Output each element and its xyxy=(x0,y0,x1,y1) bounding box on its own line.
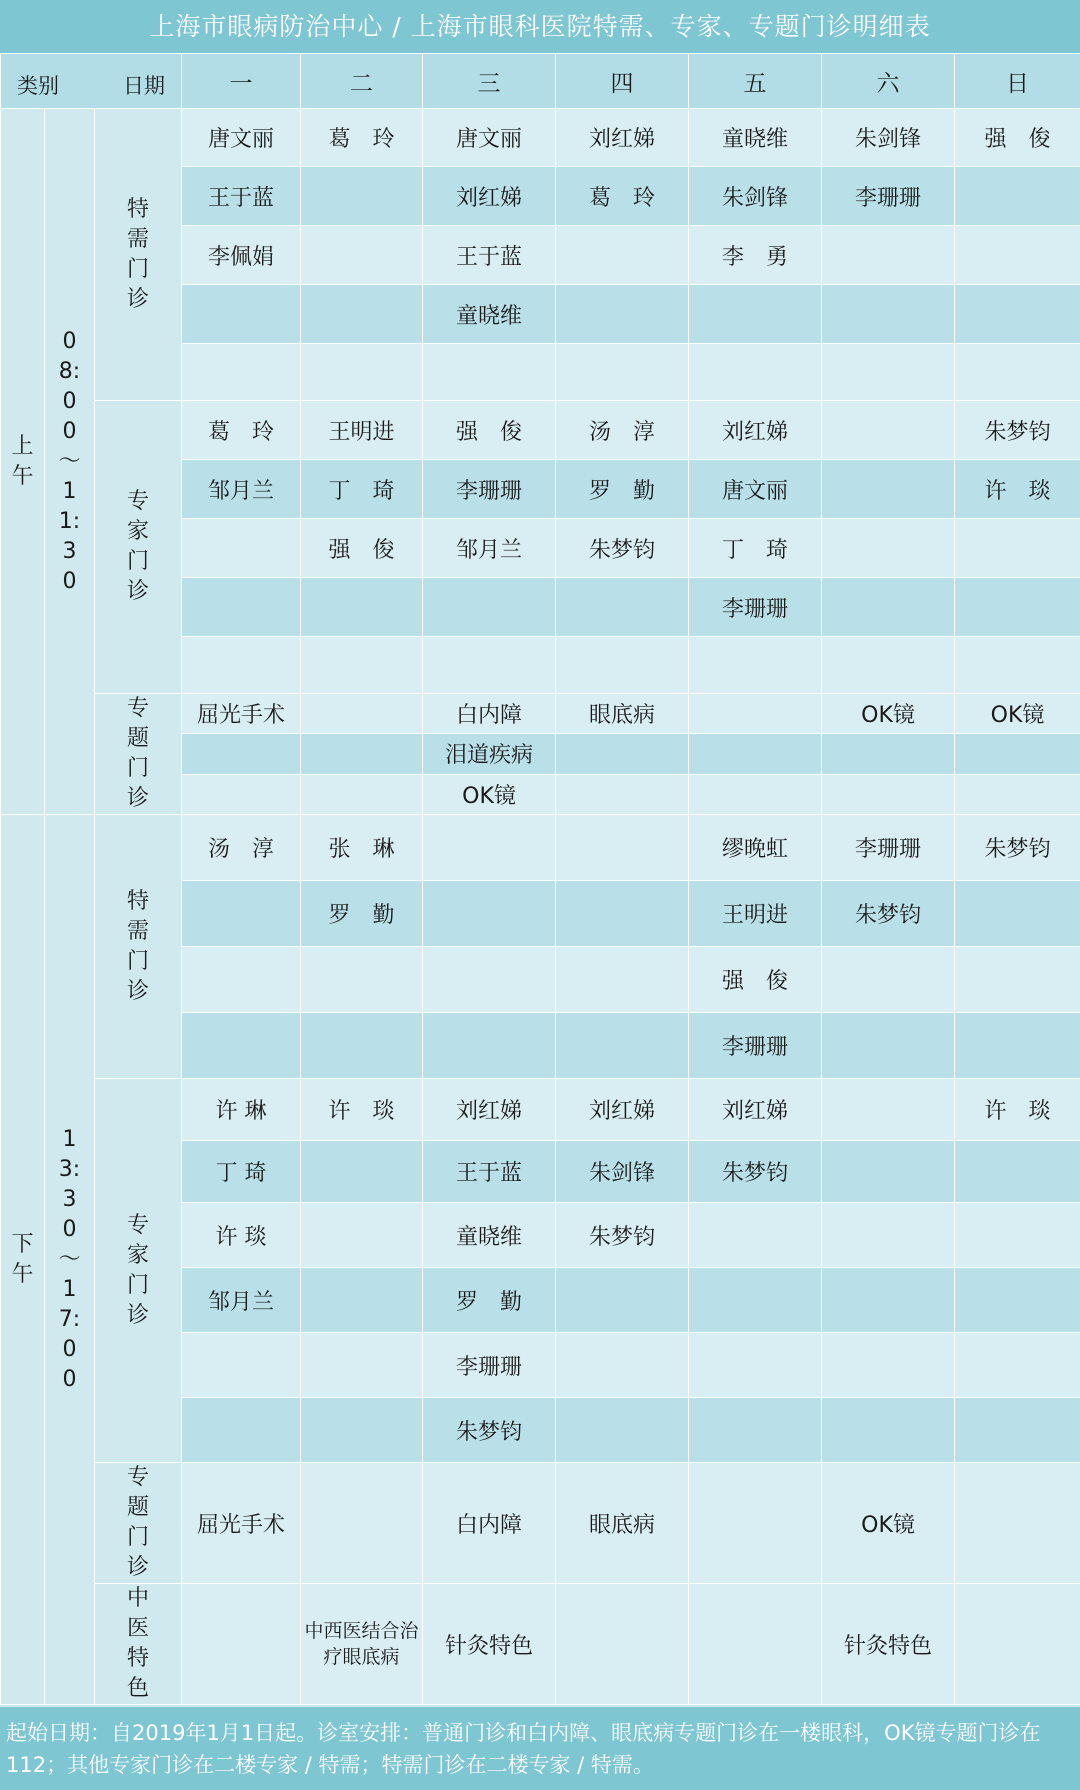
schedule-cell: 李珊珊 xyxy=(423,1333,556,1398)
schedule-cell: 童晓维 xyxy=(423,1203,556,1268)
schedule-cell xyxy=(301,285,423,344)
header-day: 四 xyxy=(556,54,689,109)
time-range: 13:30～17:00 xyxy=(58,1126,81,1392)
schedule-cell: 童晓维 xyxy=(689,109,822,167)
schedule-cell: 邹月兰 xyxy=(182,460,301,519)
schedule-cell xyxy=(556,344,689,401)
schedule-cell: 李珊珊 xyxy=(689,578,822,637)
schedule-cell xyxy=(822,460,955,519)
header-day: 五 xyxy=(689,54,822,109)
schedule-cell xyxy=(955,947,1080,1013)
schedule-cell xyxy=(955,637,1080,694)
schedule-cell xyxy=(822,1141,955,1203)
schedule-cell xyxy=(955,167,1080,226)
schedule-cell xyxy=(182,1398,301,1463)
schedule-cell xyxy=(689,774,822,814)
schedule-cell: 邹月兰 xyxy=(423,519,556,578)
schedule-cell: 李佩娟 xyxy=(182,226,301,285)
section-label-cell xyxy=(95,694,182,815)
schedule-cell xyxy=(423,815,556,881)
schedule-cell: 许 琰 xyxy=(955,1079,1080,1141)
schedule-cell xyxy=(822,519,955,578)
schedule-cell xyxy=(822,1268,955,1333)
schedule-cell: 葛 玲 xyxy=(182,401,301,460)
schedule-cell xyxy=(182,519,301,578)
schedule-cell xyxy=(689,1268,822,1333)
section-label: 中医特色 xyxy=(126,1586,149,1701)
schedule-cell: 朱剑锋 xyxy=(822,109,955,167)
schedule-cell: 强 俊 xyxy=(955,109,1080,167)
schedule-cell xyxy=(689,734,822,774)
schedule-cell: 邹月兰 xyxy=(182,1268,301,1333)
table-row xyxy=(1,694,1080,734)
table-row xyxy=(1,1584,1080,1705)
schedule-cell xyxy=(556,637,689,694)
time-cell xyxy=(45,815,95,1705)
schedule-cell xyxy=(182,578,301,637)
schedule-cell: 刘红娣 xyxy=(689,1079,822,1141)
schedule-cell: 朱梦钧 xyxy=(556,519,689,578)
schedule-cell xyxy=(955,578,1080,637)
schedule-cell: 朱剑锋 xyxy=(556,1141,689,1203)
schedule-cell: 泪道疾病 xyxy=(423,734,556,774)
schedule-cell xyxy=(301,774,423,814)
schedule-cell: 白内障 xyxy=(423,694,556,734)
schedule-cell: 针灸特色 xyxy=(423,1584,556,1705)
schedule-cell: 童晓维 xyxy=(423,285,556,344)
schedule-cell xyxy=(689,1203,822,1268)
schedule-cell xyxy=(182,774,301,814)
schedule-cell xyxy=(689,344,822,401)
schedule-cell xyxy=(822,947,955,1013)
time-range: 08:00～11:30 xyxy=(58,328,81,594)
schedule-cell xyxy=(301,947,423,1013)
period-cell xyxy=(1,109,45,815)
schedule-cell: 刘红娣 xyxy=(689,401,822,460)
section-label: 特需门诊 xyxy=(126,196,149,312)
schedule-cell xyxy=(301,734,423,774)
period-cell xyxy=(1,815,45,1705)
schedule-cell xyxy=(822,344,955,401)
schedule-cell: 丁 琦 xyxy=(301,460,423,519)
schedule-cell xyxy=(182,1584,301,1705)
schedule-cell: 王明进 xyxy=(689,881,822,947)
schedule-cell xyxy=(955,285,1080,344)
schedule-cell xyxy=(689,1333,822,1398)
schedule-cell: 张 琳 xyxy=(301,815,423,881)
schedule-cell xyxy=(556,1333,689,1398)
schedule-cell xyxy=(182,637,301,694)
schedule-cell: 朱梦钧 xyxy=(955,401,1080,460)
schedule-cell xyxy=(182,1333,301,1398)
schedule-cell xyxy=(301,344,423,401)
schedule-cell xyxy=(955,1203,1080,1268)
schedule-cell xyxy=(423,344,556,401)
section-label-cell xyxy=(95,1584,182,1705)
schedule-cell xyxy=(182,734,301,774)
schedule-table xyxy=(0,53,1080,1705)
schedule-cell xyxy=(301,1141,423,1203)
schedule-cell xyxy=(556,1268,689,1333)
header-row xyxy=(1,54,1080,109)
schedule-cell xyxy=(689,1398,822,1463)
schedule-cell xyxy=(822,1333,955,1398)
schedule-cell: 屈光手术 xyxy=(182,694,301,734)
schedule-cell: 汤 淳 xyxy=(556,401,689,460)
schedule-cell: 李 勇 xyxy=(689,226,822,285)
schedule-cell xyxy=(301,167,423,226)
schedule-cell xyxy=(689,694,822,734)
schedule-cell xyxy=(556,285,689,344)
section-label-cell xyxy=(95,1079,182,1463)
schedule-cell: 葛 玲 xyxy=(556,167,689,226)
section-label: 特需门诊 xyxy=(126,888,149,1004)
schedule-cell xyxy=(556,774,689,814)
table-row xyxy=(1,401,1080,460)
schedule-cell xyxy=(423,578,556,637)
schedule-cell xyxy=(955,226,1080,285)
table-row xyxy=(1,815,1080,881)
header-day: 六 xyxy=(822,54,955,109)
schedule-cell xyxy=(556,734,689,774)
schedule-cell xyxy=(822,734,955,774)
header-date: 日期 xyxy=(123,74,166,98)
schedule-cell xyxy=(301,637,423,694)
schedule-cell: 强 俊 xyxy=(689,947,822,1013)
schedule-cell xyxy=(556,947,689,1013)
schedule-cell: 丁 琦 xyxy=(689,519,822,578)
schedule-cell: OK镜 xyxy=(423,774,556,814)
schedule-cell: 白内障 xyxy=(423,1463,556,1584)
period-label: 上午 xyxy=(11,433,34,489)
table-row xyxy=(1,1079,1080,1141)
schedule-cell: OK镜 xyxy=(822,694,955,734)
schedule-cell: 许 琰 xyxy=(182,1203,301,1268)
section-label: 专题门诊 xyxy=(126,1465,149,1580)
schedule-cell: 唐文丽 xyxy=(182,109,301,167)
header-day: 三 xyxy=(423,54,556,109)
schedule-cell: 唐文丽 xyxy=(423,109,556,167)
schedule-cell: 李珊珊 xyxy=(822,815,955,881)
schedule-cell xyxy=(955,1268,1080,1333)
schedule-cell: 汤 淳 xyxy=(182,815,301,881)
schedule-cell xyxy=(822,226,955,285)
schedule-cell: 许 琰 xyxy=(955,460,1080,519)
schedule-cell xyxy=(822,637,955,694)
schedule-cell: 眼底病 xyxy=(556,1463,689,1584)
table-row xyxy=(1,1463,1080,1584)
schedule-cell xyxy=(955,1398,1080,1463)
schedule-cell xyxy=(423,1013,556,1079)
schedule-cell: 王明进 xyxy=(301,401,423,460)
schedule-cell xyxy=(689,1584,822,1705)
schedule-cell xyxy=(182,881,301,947)
schedule-cell: 丁 琦 xyxy=(182,1141,301,1203)
schedule-cell xyxy=(955,774,1080,814)
section-label: 专家门诊 xyxy=(126,1212,149,1328)
schedule-cell: 刘红娣 xyxy=(423,1079,556,1141)
schedule-cell xyxy=(182,285,301,344)
schedule-cell: 朱梦钧 xyxy=(689,1141,822,1203)
schedule-cell xyxy=(955,1141,1080,1203)
section-label-cell xyxy=(95,815,182,1079)
schedule-cell: 眼底病 xyxy=(556,694,689,734)
schedule-cell xyxy=(955,519,1080,578)
schedule-cell xyxy=(182,947,301,1013)
schedule-cell: 罗 勤 xyxy=(301,881,423,947)
schedule-cell: 王于蓝 xyxy=(423,226,556,285)
schedule-cell: 许 琰 xyxy=(301,1079,423,1141)
schedule-cell: 李珊珊 xyxy=(689,1013,822,1079)
schedule-cell xyxy=(301,1463,423,1584)
schedule-cell: 罗 勤 xyxy=(423,1268,556,1333)
schedule-cell xyxy=(556,226,689,285)
schedule-cell xyxy=(822,1079,955,1141)
schedule-cell xyxy=(689,637,822,694)
schedule-cell xyxy=(955,734,1080,774)
schedule-cell: 王于蓝 xyxy=(182,167,301,226)
section-label-cell xyxy=(95,109,182,401)
schedule-cell xyxy=(955,344,1080,401)
schedule-cell: OK镜 xyxy=(822,1463,955,1584)
schedule-cell xyxy=(301,1203,423,1268)
schedule-cell xyxy=(301,1333,423,1398)
schedule-cell xyxy=(556,1584,689,1705)
schedule-cell xyxy=(822,401,955,460)
schedule-cell xyxy=(955,1333,1080,1398)
schedule-cell xyxy=(423,947,556,1013)
page-title: 上海市眼病防治中心 / 上海市眼科医院特需、专家、专题门诊明细表 xyxy=(0,0,1080,53)
schedule-cell: 屈光手术 xyxy=(182,1463,301,1584)
schedule-cell xyxy=(301,1268,423,1333)
schedule-cell xyxy=(556,578,689,637)
schedule-cell: 李珊珊 xyxy=(822,167,955,226)
schedule-cell: 王于蓝 xyxy=(423,1141,556,1203)
schedule-cell: 朱剑锋 xyxy=(689,167,822,226)
schedule-cell xyxy=(689,1463,822,1584)
table-row xyxy=(1,109,1080,167)
section-label-cell xyxy=(95,1463,182,1584)
section-label: 专题门诊 xyxy=(126,696,149,811)
header-corner xyxy=(1,54,182,109)
schedule-cell xyxy=(423,637,556,694)
schedule-cell xyxy=(301,1398,423,1463)
header-day: 日 xyxy=(955,54,1080,109)
schedule-cell xyxy=(822,285,955,344)
schedule-cell: 针灸特色 xyxy=(822,1584,955,1705)
time-cell xyxy=(45,109,95,815)
header-day: 二 xyxy=(301,54,423,109)
schedule-cell: 中西医结合治疗眼底病 xyxy=(301,1584,423,1705)
period-label: 下午 xyxy=(11,1231,34,1287)
section-label: 专家门诊 xyxy=(126,489,149,604)
schedule-cell xyxy=(822,774,955,814)
schedule-cell: 李珊珊 xyxy=(423,460,556,519)
schedule-cell: 强 俊 xyxy=(423,401,556,460)
schedule-cell: 刘红娣 xyxy=(556,1079,689,1141)
schedule-cell: 朱梦钧 xyxy=(955,815,1080,881)
schedule-cell xyxy=(556,1398,689,1463)
schedule-cell xyxy=(822,1398,955,1463)
schedule-cell xyxy=(556,815,689,881)
header-category: 类别 xyxy=(17,74,59,98)
schedule-cell: 罗 勤 xyxy=(556,460,689,519)
header-day: 一 xyxy=(182,54,301,109)
schedule-cell xyxy=(556,881,689,947)
schedule-cell: 刘红娣 xyxy=(556,109,689,167)
schedule-cell xyxy=(955,1463,1080,1584)
schedule-cell xyxy=(822,1203,955,1268)
schedule-cell: 强 俊 xyxy=(301,519,423,578)
footer-note: 起始日期：自2019年1月1日起。诊室安排：普通门诊和白内障、眼底病专题门诊在一楼眼科，OK镜专题门诊在112；其他专家门诊在二楼专家 / 特需；特需门诊在二楼专家 / 特需。 xyxy=(0,1707,1080,1790)
schedule-cell: 唐文丽 xyxy=(689,460,822,519)
schedule-cell xyxy=(822,578,955,637)
schedule-cell: OK镜 xyxy=(955,694,1080,734)
schedule-cell: 缪晚虹 xyxy=(689,815,822,881)
schedule-cell xyxy=(301,694,423,734)
schedule-cell: 朱梦钧 xyxy=(556,1203,689,1268)
schedule-cell xyxy=(556,1013,689,1079)
section-label-cell xyxy=(95,401,182,694)
schedule-cell xyxy=(301,226,423,285)
schedule-cell xyxy=(689,285,822,344)
schedule-cell xyxy=(301,578,423,637)
schedule-cell xyxy=(423,881,556,947)
schedule-cell xyxy=(955,881,1080,947)
schedule-cell xyxy=(822,1013,955,1079)
schedule-cell xyxy=(182,344,301,401)
schedule-cell: 刘红娣 xyxy=(423,167,556,226)
schedule-cell xyxy=(182,1013,301,1079)
schedule-cell: 许 琳 xyxy=(182,1079,301,1141)
schedule-cell: 葛 玲 xyxy=(301,109,423,167)
schedule-cell xyxy=(301,1013,423,1079)
schedule-cell xyxy=(955,1584,1080,1705)
schedule-cell: 朱梦钧 xyxy=(822,881,955,947)
schedule-cell xyxy=(955,1013,1080,1079)
schedule-cell: 朱梦钧 xyxy=(423,1398,556,1463)
